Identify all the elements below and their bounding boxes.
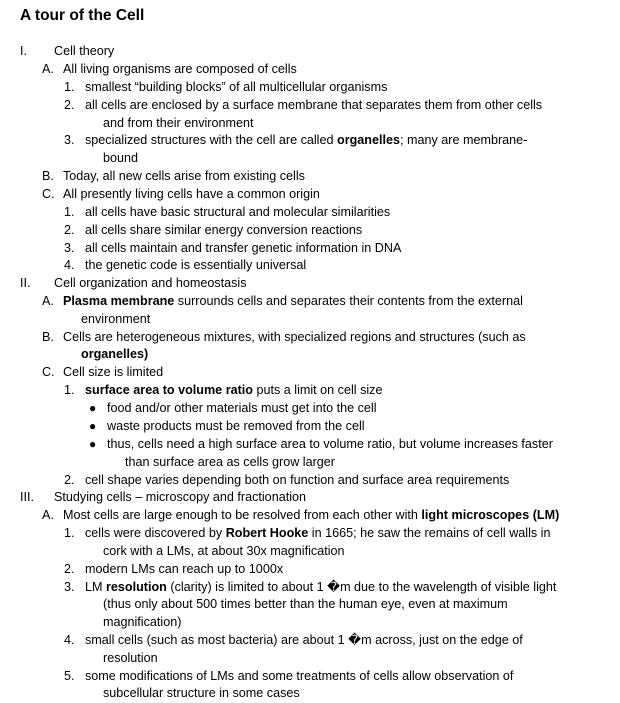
bullet-item: waste products must be removed from the cell (107, 419, 365, 433)
outline-item-continuation: and from their environment (103, 116, 254, 130)
item-marker: B. (42, 330, 54, 344)
section-heading: Studying cells – microscopy and fractionation (54, 490, 307, 504)
outline-item: modern LMs can reach up to 1000x (85, 562, 284, 576)
outline-item-continuation: resolution (103, 651, 158, 665)
item-marker: 1. (64, 526, 75, 540)
item-marker: C. (42, 187, 55, 201)
outline-item: cell shape varies depending both on function and surface area requirements (85, 473, 510, 487)
outline-item: Today, all new cells arise from existing cells (63, 169, 305, 183)
outline-item: some modifications of LMs and some treatments of cells allow observation of (85, 669, 514, 683)
document-title: A tour of the Cell (20, 7, 145, 24)
outline-item: All presently living cells have a common origin (63, 187, 320, 201)
item-marker: 1. (64, 383, 75, 397)
section-heading: Cell organization and homeostasis (54, 276, 247, 290)
item-marker: 4. (64, 258, 75, 272)
bullet-item: food and/or other materials must get into the cell (107, 401, 377, 415)
bullet-item: thus, cells need a high surface area to volume ratio, but volume increases faster (107, 437, 553, 451)
outline-item: Cell size is limited (63, 365, 164, 379)
outline-item: Cells are heterogeneous mixtures, with specialized regions and structures (such as (63, 330, 526, 344)
outline-item: All living organisms are composed of cells (63, 62, 297, 76)
outline-item-continuation: (thus only about 500 times better than the human eye, even at maximum (103, 597, 508, 611)
section-marker: II. (20, 276, 31, 290)
item-marker: 5. (64, 669, 75, 683)
outline-item-continuation: subcellular structure in some cases (103, 686, 300, 700)
item-marker: 2. (64, 223, 75, 237)
item-marker: 3. (64, 241, 75, 255)
outline-item-continuation: organelles) (81, 347, 149, 361)
item-marker: B. (42, 169, 54, 183)
outline-item: all cells maintain and transfer genetic information in DNA (85, 241, 402, 255)
item-marker: 2. (64, 562, 75, 576)
bold-term: surface area to volume ratio (85, 383, 253, 397)
item-marker: C. (42, 365, 55, 379)
outline-item: the genetic code is essentially universal (85, 258, 307, 272)
bold-term: light microscopes (LM) (421, 508, 560, 522)
item-marker: 3. (64, 133, 75, 147)
outline-item: all cells are enclosed by a surface membrane that separates them from other cells (85, 98, 543, 112)
outline-item: cells were discovered by Robert Hooke in 1665; he saw the remains of cell walls in (85, 526, 551, 540)
outline-item-continuation: bound (103, 151, 139, 165)
item-marker: 1. (64, 205, 75, 219)
outline-item: Most cells are large enough to be resolved from each other with light microscopes (LM) (63, 508, 560, 522)
item-marker: 3. (64, 580, 75, 594)
bullet-icon: ● (89, 419, 97, 433)
outline-item: LM resolution (clarity) is limited to about 1 �m due to the wavelength of visible light (85, 580, 557, 594)
item-marker: A. (42, 294, 54, 308)
bold-term: resolution (106, 580, 167, 594)
outline-item-continuation: environment (81, 312, 151, 326)
outline-item: all cells share similar energy conversion reactions (85, 223, 363, 237)
outline-item: specialized structures with the cell are called organelles; many are membrane- (85, 133, 528, 147)
bullet-item-continuation: than surface area as cells grow larger (125, 455, 335, 469)
bullet-icon: ● (89, 401, 97, 415)
outline-item-continuation: cork with a LMs, at about 30x magnification (103, 544, 345, 558)
outline-item: Plasma membrane surrounds cells and separates their contents from the external (63, 294, 523, 308)
outline-item: smallest “building blocks” of all multicellular organisms (85, 80, 388, 94)
section-marker: I. (20, 44, 27, 58)
outline-item-continuation: magnification) (103, 615, 182, 629)
item-marker: 4. (64, 633, 75, 647)
bold-term: organelles (337, 133, 400, 147)
bold-term: Robert Hooke (225, 526, 309, 540)
outline-item: surface area to volume ratio puts a limit on cell size (85, 383, 383, 397)
outline-item: all cells have basic structural and molecular similarities (85, 205, 391, 219)
item-marker: 2. (64, 98, 75, 112)
bullet-icon: ● (89, 437, 97, 451)
bold-term: Plasma membrane (63, 294, 175, 308)
section-heading: Cell theory (54, 44, 115, 58)
item-marker: 1. (64, 80, 75, 94)
item-marker: 2. (64, 473, 75, 487)
item-marker: A. (42, 508, 54, 522)
section-marker: III. (20, 490, 34, 504)
item-marker: A. (42, 62, 54, 76)
outline-item: small cells (such as most bacteria) are about 1 �m across, just on the edge of (85, 633, 523, 647)
